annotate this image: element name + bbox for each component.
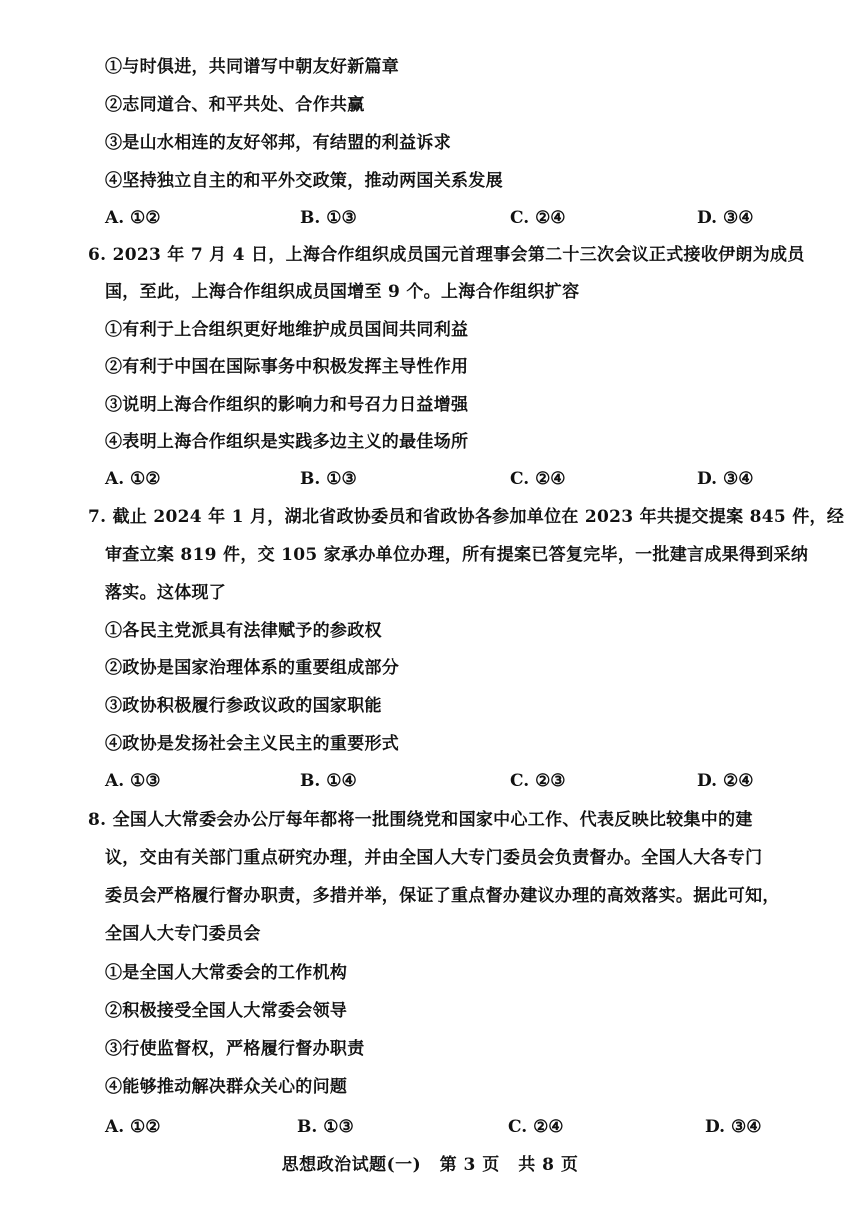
- q8-option-d: D. ③④: [705, 1117, 762, 1137]
- q5-option-b: B. ①③: [300, 208, 357, 228]
- q6-stem-line-2: 国，至此，上海合作组织成员国增至 9 个。上海合作组织扩容: [105, 282, 580, 302]
- q6-option-c: C. ②④: [510, 469, 566, 489]
- q7-stem-line-2: 审查立案 819 件，交 105 家承办单位办理，所有提案已答复完毕，一批建言成果得到采纳: [105, 545, 809, 565]
- q7-item-3: ③政协积极履行参政议政的国家职能: [105, 696, 382, 716]
- q7-option-c: C. ②③: [510, 771, 566, 791]
- q6-item-1: ①有利于上合组织更好地维护成员国间共同利益: [105, 320, 469, 340]
- q8-stem-line-2: 议，交由有关部门重点研究办理，并由全国人大专门委员会负责督办。全国人大各专门: [105, 848, 763, 868]
- q6-item-2: ②有利于中国在国际事务中积极发挥主导性作用: [105, 357, 469, 377]
- q6-option-d: D. ③④: [697, 469, 754, 489]
- q8-item-4: ④能够推动解决群众关心的问题: [105, 1077, 348, 1097]
- page-footer: [0, 1150, 860, 1175]
- q8-item-3: ③行使监督权，严格履行督办职责: [105, 1039, 365, 1059]
- q7-option-a: A. ①③: [105, 771, 161, 791]
- q6-option-b: B. ①③: [300, 469, 357, 489]
- q5-option-d: D. ③④: [697, 208, 754, 228]
- q7-option-d: D. ②④: [697, 771, 754, 791]
- q6-item-3: ③说明上海合作组织的影响力和号召力日益增强: [105, 395, 469, 415]
- q7-stem-line-1: 7. 截止 2024 年 1 月，湖北省政协委员和省政协各参加单位在 2023 年共提交提案 845 件，经: [88, 507, 845, 527]
- q8-option-c: C. ②④: [508, 1117, 564, 1137]
- q8-option-a: A. ①②: [105, 1117, 161, 1137]
- q5-item-1: ①与时俱进，共同谱写中朝友好新篇章: [105, 57, 400, 77]
- footer-page-number: 第 3 页: [439, 1155, 500, 1175]
- q7-option-b: B. ①④: [300, 771, 357, 791]
- q8-stem-line-3: 委员会严格履行督办职责，多措并举，保证了重点督办建议办理的高效落实。据此可知，: [105, 886, 780, 906]
- q7-item-1: ①各民主党派具有法律赋予的参政权: [105, 621, 382, 641]
- q5-item-3: ③是山水相连的友好邻邦，有结盟的利益诉求: [105, 133, 451, 153]
- q5-option-c: C. ②④: [510, 208, 566, 228]
- q6-option-a: A. ①②: [105, 469, 161, 489]
- q7-item-4: ④政协是发扬社会主义民主的重要形式: [105, 734, 400, 754]
- q7-stem-line-3: 落实。这体现了: [105, 583, 227, 603]
- q5-item-2: ②志同道合、和平共处、合作共赢: [105, 95, 365, 115]
- q6-stem-line-1: 6. 2023 年 7 月 4 日，上海合作组织成员国元首理事会第二十三次会议正式接收伊朗为成员: [88, 245, 805, 265]
- q8-item-1: ①是全国人大常委会的工作机构: [105, 963, 348, 983]
- q5-item-4: ④坚持独立自主的和平外交政策，推动两国关系发展: [105, 171, 503, 191]
- footer-subject: 思想政治试题(一): [281, 1155, 422, 1175]
- q8-option-b: B. ①③: [297, 1117, 354, 1137]
- q6-item-4: ④表明上海合作组织是实践多边主义的最佳场所: [105, 432, 469, 452]
- q8-stem-line-1: 8. 全国人大常委会办公厅每年都将一批围绕党和国家中心工作、代表反映比较集中的建: [88, 810, 753, 830]
- footer-total-pages: 共 8 页: [518, 1155, 579, 1175]
- q7-item-2: ②政协是国家治理体系的重要组成部分: [105, 658, 400, 678]
- q8-item-2: ②积极接受全国人大常委会领导: [105, 1001, 348, 1021]
- q5-option-a: A. ①②: [105, 208, 161, 228]
- q8-stem-line-4: 全国人大专门委员会: [105, 924, 261, 944]
